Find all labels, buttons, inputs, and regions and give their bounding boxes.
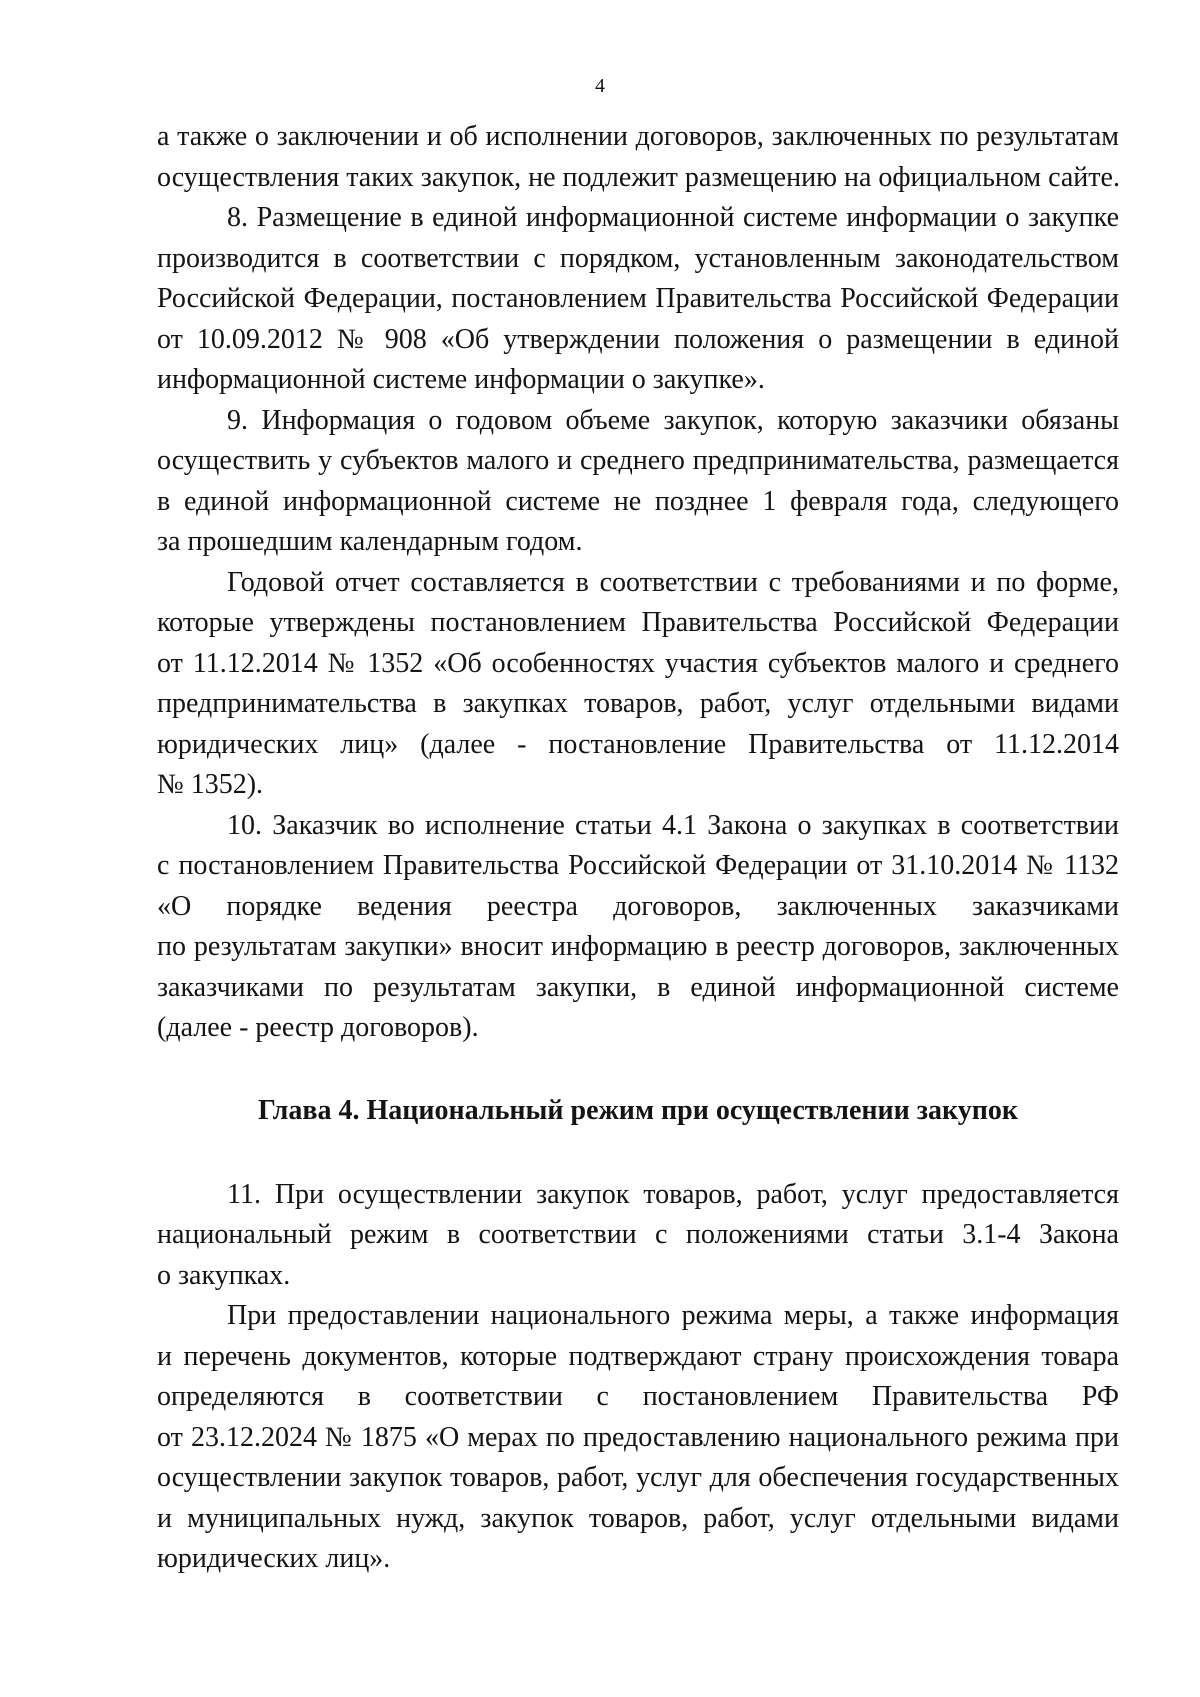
paragraph-11 — [157, 1175, 1119, 1297]
text-line: осуществлении закупок товаров, работ, услуг для обеспечения государственных — [157, 1462, 1119, 1493]
text-line: (далее - реестр договоров). — [157, 1012, 479, 1043]
text-line: а также о заключении и об исполнении договоров, заключенных по результатам — [157, 121, 1119, 152]
text-line: осуществить у субъектов малого и среднего предпринимательства, размещается — [157, 445, 1119, 476]
text-line: национальный режим в соответствии с положениями статьи 3.1-4 Закона — [157, 1219, 1119, 1250]
text-line: от 11.12.2014 № 1352 «Об особенностях участия субъектов малого и среднего — [157, 647, 1119, 679]
text-line: с постановлением Правительства Российской Федерации от 31.10.2014 № 1132 — [157, 850, 1119, 881]
text-line: «О порядке ведения реестра договоров, заключенных заказчиками — [157, 890, 1119, 922]
text-line: 11. При осуществлении закупок товаров, работ, услуг предоставляется — [227, 1178, 1119, 1210]
text-line: юридических лиц» (далее - постановление Правительства от 11.12.2014 — [157, 728, 1119, 760]
paragraph-annual-report — [157, 563, 1119, 806]
text-line: 10. Заказчик во исполнение статьи 4.1 Закона о закупках в соответствии — [227, 809, 1119, 841]
text-line: которые утверждены постановлением Правительства Российской Федерации — [157, 607, 1119, 638]
text-line: от 23.12.2024 № 1875 «О мерах по предоставлению национального режима при — [157, 1421, 1119, 1453]
text-line: в единой информационной системе не позднее 1 февраля года, следующего — [157, 485, 1119, 517]
paragraph-8 — [157, 198, 1119, 401]
paragraph-national-regime — [157, 1296, 1119, 1580]
text-line: производится в соответствии с порядком, установленным законодательством — [157, 242, 1119, 274]
paragraph-10 — [157, 806, 1119, 1049]
text-line: за прошедшим календарным годом. — [157, 526, 583, 557]
text-line: 8. Размещение в единой информационной системе информации о закупке — [227, 202, 1119, 233]
paragraph-9 — [157, 401, 1119, 563]
text-line: о закупках. — [157, 1259, 291, 1291]
text-line: информационной системе информации о закупке». — [157, 364, 765, 395]
text-line: 9. Информация о годовом объеме закупок, которую заказчики обязаны — [227, 404, 1119, 436]
text-line: определяются в соответствии с постановлением Правительства РФ — [157, 1381, 1119, 1412]
text-line: юридических лиц». — [157, 1543, 391, 1574]
text-line: № 1352). — [157, 769, 264, 800]
text-line: по результатам закупки» вносит информацию в реестр договоров, заключенных — [157, 931, 1119, 962]
document-body — [157, 117, 1119, 1580]
page-number: 4 — [595, 75, 605, 97]
text-line: осуществления таких закупок, не подлежит размещению на официальном сайте. — [157, 161, 1120, 193]
text-line: При предоставлении национального режима меры, а также информация — [227, 1300, 1119, 1331]
text-line: предпринимательства в закупках товаров, работ, услуг отдельными видами — [157, 688, 1119, 719]
text-line: и муниципальных нужд, закупок товаров, работ, услуг отдельными видами — [157, 1502, 1119, 1534]
text-line: от 10.09.2012 № 908 «Об утверждении положения о размещении в единой — [157, 323, 1119, 355]
chapter-heading: Глава 4. Национальный режим при осуществлении закупок — [257, 1094, 1019, 1126]
text-line: и перечень документов, которые подтверждают страну происхождения товара — [157, 1340, 1119, 1372]
paragraph-continuation — [157, 117, 1119, 198]
text-line: Годовой отчет составляется в соответствии с требованиями и по форме, — [227, 566, 1119, 598]
text-line: заказчиками по результатам закупки, в единой информационной системе — [157, 971, 1119, 1003]
text-line: Российской Федерации, постановлением Правительства Российской Федерации — [157, 283, 1119, 314]
